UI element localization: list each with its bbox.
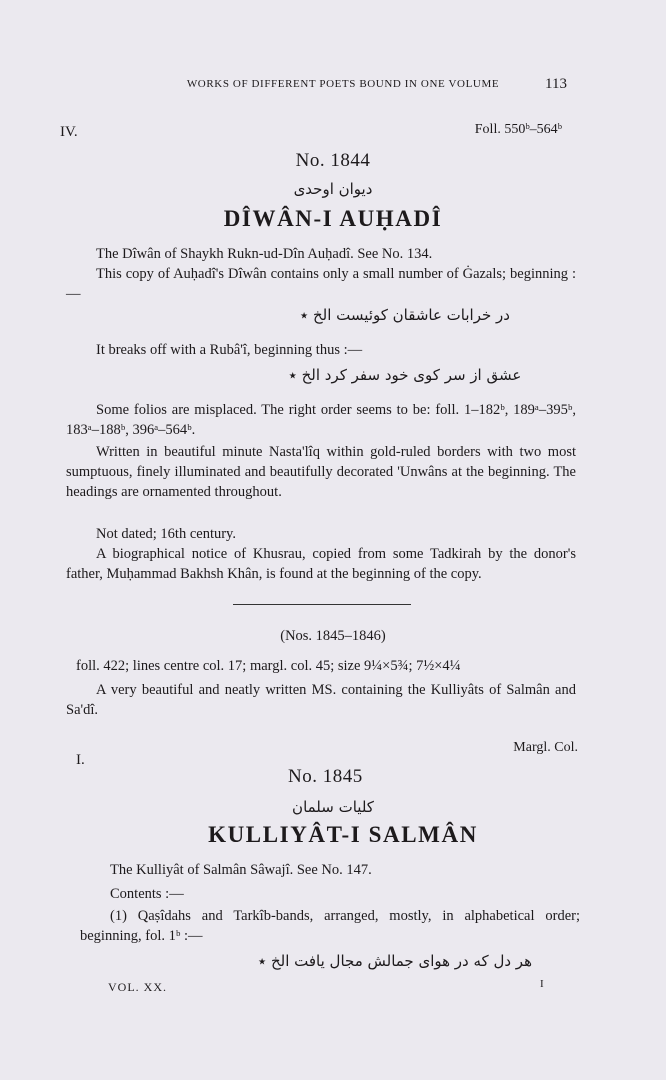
entry-number-2: No. 1845: [288, 766, 363, 787]
paragraph-breaks-off: It breaks off with a Rubâ'î, beginning thus :—: [96, 342, 363, 358]
paragraph-kulliyat-intro: The Kulliyât of Salmân Sâwajî. See No. 147.: [110, 862, 372, 878]
paragraph-script: Written in beautiful minute Nasta'lîq within gold-ruled borders with two most sumptuous, finely illuminated and beautifully decorated 'Unwâns at the beginning. The headings are ornamented throughout.: [66, 444, 576, 500]
entry-title-2: KULLIYÂT-I SALMÂN: [208, 822, 478, 847]
page-number: 113: [545, 76, 567, 92]
marginal-column-label: Margl. Col.: [513, 740, 578, 755]
paragraph-contents: Contents :—: [110, 886, 184, 902]
paragraph-qasidahs: (1) Qaṣîdahs and Tarkîb-bands, arranged, mostly, in alphabetical order; beginning, fol. 1ᵇ :—: [80, 908, 580, 944]
arabic-title-2: کلیات سلمان: [292, 798, 374, 816]
verse-beginning: در خرابات عاشقان کوئیست الخ ٭: [300, 306, 510, 324]
group-description: A very beautiful and neatly written MS. containing the Kulliyâts of Salmân and Sa'dî.: [66, 682, 576, 718]
paragraph-date: Not dated; 16th century.: [96, 526, 236, 542]
paragraph-folio-order: Some folios are misplaced. The right order seems to be: foll. 1–182ᵇ, 189ᵃ–395ᵇ, 183ᵃ–188ᵇ, 396ᵃ–564ᵇ.: [66, 402, 576, 438]
arabic-title: ديوان اوحدی: [293, 180, 373, 198]
signature-mark: I: [540, 978, 544, 990]
volume-label: VOL. XX.: [108, 980, 167, 994]
group-folio-line: foll. 422; lines centre col. 17; margl. col. 45; size 9¼×5¾; 7½×4¼: [76, 658, 461, 674]
verse-ruba: عشق از سر کوی خود سفر کرد الخ ٭: [288, 366, 522, 384]
folio-range: Foll. 550ᵇ–564ᵇ: [474, 122, 562, 137]
entry-number: No. 1844: [295, 150, 371, 171]
paragraph-intro: The Dîwân of Shaykh Rukn-ud-Dîn Auḥadî. See No. 134.: [96, 246, 433, 262]
group-numbers: (Nos. 1845–1846): [280, 628, 386, 644]
divider-rule: [233, 604, 411, 605]
running-title: WORKS OF DIFFERENT POETS BOUND IN ONE VOLUME: [186, 78, 500, 90]
entry-title: DÎWÂN-I AUḤADÎ: [223, 206, 443, 231]
section-roman-numeral-2: I.: [76, 752, 85, 768]
paragraph-biographical-notice: A biographical notice of Khusrau, copied from some Tadkirah by the donor's father, Muḥammad Bakhsh Khân, is found at the beginning of the copy.: [66, 546, 576, 582]
paragraph-copy-note: This copy of Auḥadî's Dîwân contains only a small number of Ġazals; beginning :—: [66, 266, 576, 302]
section-roman-numeral: IV.: [60, 124, 78, 140]
verse-qasidah: هر دل که در هوای جمالش مجال یافت الخ ٭: [258, 952, 532, 970]
